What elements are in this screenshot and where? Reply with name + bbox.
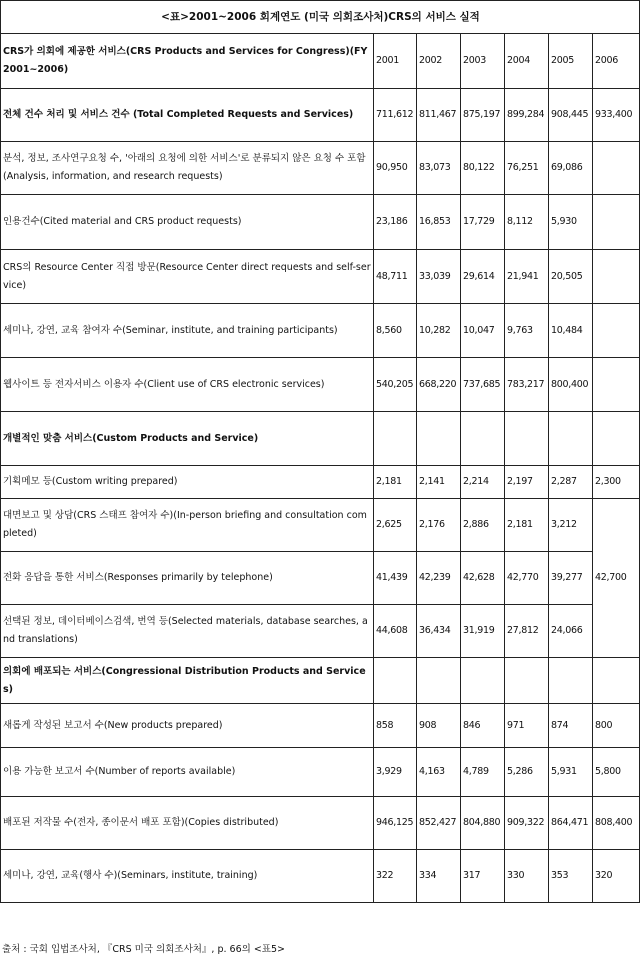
cell-value: 908,445: [549, 89, 593, 142]
cell-value: 20,505: [549, 250, 593, 304]
cell-value: 4,789: [461, 748, 505, 797]
cell-value: 8,112: [505, 195, 549, 250]
cell-value: 858: [374, 704, 417, 748]
cell-value: 4,163: [417, 748, 461, 797]
cell-value: 2,197: [505, 466, 549, 499]
row-label: 대면보고 및 상담(CRS 스태프 참여자 수)(In-person briefing and consultation completed): [1, 499, 374, 552]
year-header: 2003: [461, 34, 505, 89]
cell-value: [461, 658, 505, 704]
row-label: 의회에 배포되는 서비스(Congressional Distribution Products and Services): [1, 658, 374, 704]
cell-value: 808,400: [593, 797, 640, 850]
cell-value: [549, 658, 593, 704]
cell-value: [505, 412, 549, 466]
cell-value: 42,239: [417, 552, 461, 605]
row-label: 이용 가능한 보고서 수(Number of reports available): [1, 748, 374, 797]
cell-value: 864,471: [549, 797, 593, 850]
table-row: [1, 748, 640, 797]
table-row: [1, 195, 640, 250]
row-label: 전화 응답을 통한 서비스(Responses primarily by telephone): [1, 552, 374, 605]
row-label: 인용건수(Cited material and CRS product requests): [1, 195, 374, 250]
table-row: [1, 142, 640, 195]
cell-value: 27,812: [505, 605, 549, 658]
cell-value: 33,039: [417, 250, 461, 304]
cell-value: 874: [549, 704, 593, 748]
cell-value: [593, 412, 640, 466]
table-row: [1, 552, 640, 605]
cell-value: 69,086: [549, 142, 593, 195]
cell-value: 711,612: [374, 89, 417, 142]
cell-value: [417, 658, 461, 704]
cell-value: 2,176: [417, 499, 461, 552]
cell-value: 2,181: [505, 499, 549, 552]
cell-value: 5,931: [549, 748, 593, 797]
table-row: [1, 605, 640, 658]
cell-value: 668,220: [417, 358, 461, 412]
row-label: CRS의 Resource Center 직접 방문(Resource Center direct requests and self-service): [1, 250, 374, 304]
cell-value: 852,427: [417, 797, 461, 850]
row-label: 배포된 저작물 수(전자, 종이문서 배포 포함)(Copies distributed): [1, 797, 374, 850]
cell-value: [417, 412, 461, 466]
cell-value: [505, 658, 549, 704]
cell-value: 317: [461, 850, 505, 903]
row-label: 전체 건수 처리 및 서비스 건수 (Total Completed Requests and Services): [1, 89, 374, 142]
cell-value: 17,729: [461, 195, 505, 250]
cell-value: 800: [593, 704, 640, 748]
cell-value: 36,434: [417, 605, 461, 658]
year-header: 2005: [549, 34, 593, 89]
table-row: [1, 850, 640, 903]
cell-value: 946,125: [374, 797, 417, 850]
cell-value: 933,400: [593, 89, 640, 142]
cell-value: [461, 412, 505, 466]
cell-value: 330: [505, 850, 549, 903]
cell-value: 846: [461, 704, 505, 748]
cell-value: 42,628: [461, 552, 505, 605]
cell-value: 48,711: [374, 250, 417, 304]
cell-value: 90,950: [374, 142, 417, 195]
row-label: 기획메모 등(Custom writing prepared): [1, 466, 374, 499]
cell-value: 9,763: [505, 304, 549, 358]
cell-value: 334: [417, 850, 461, 903]
cell-value: 2,141: [417, 466, 461, 499]
cell-value: 320: [593, 850, 640, 903]
header-row: [1, 34, 640, 89]
cell-value: 5,930: [549, 195, 593, 250]
cell-value: 10,484: [549, 304, 593, 358]
cell-value: 83,073: [417, 142, 461, 195]
cell-value: 31,919: [461, 605, 505, 658]
cell-value: 2,625: [374, 499, 417, 552]
cell-value: [593, 358, 640, 412]
table-row: [1, 797, 640, 850]
row-label: 새롭게 작성된 보고서 수(New products prepared): [1, 704, 374, 748]
cell-value: [374, 658, 417, 704]
cell-value: 2,300: [593, 466, 640, 499]
cell-value: [593, 142, 640, 195]
cell-value: 80,122: [461, 142, 505, 195]
cell-value: 10,047: [461, 304, 505, 358]
cell-value: 3,929: [374, 748, 417, 797]
year-header: 2002: [417, 34, 461, 89]
cell-value: 3,212: [549, 499, 593, 552]
row-label: 분석, 정보, 조사연구요청 수, '아래의 요청에 의한 서비스'로 분류되지 않은 요청 수 포함(Analysis, information, and research requests): [1, 142, 374, 195]
cell-value: 5,286: [505, 748, 549, 797]
cell-value: 16,853: [417, 195, 461, 250]
cell-value: 540,205: [374, 358, 417, 412]
cell-value: [593, 304, 640, 358]
cell-value: [593, 195, 640, 250]
cell-value: 783,217: [505, 358, 549, 412]
cell-value: 5,800: [593, 748, 640, 797]
merged-2006-cell: 42,700: [593, 499, 640, 658]
cell-value: 353: [549, 850, 593, 903]
cell-value: 804,880: [461, 797, 505, 850]
table-row: [1, 412, 640, 466]
table-title: <표>2001~2006 회계연도 (미국 의회조사처)CRS의 서비스 실적: [1, 1, 640, 34]
cell-value: 10,282: [417, 304, 461, 358]
source-note: 출처 : 국회 입법조사처, 『CRS 미국 의회조사처』, p. 66의 <표5>: [2, 944, 285, 955]
cell-value: 44,608: [374, 605, 417, 658]
cell-value: 737,685: [461, 358, 505, 412]
cell-value: 2,214: [461, 466, 505, 499]
cell-value: 39,277: [549, 552, 593, 605]
cell-value: 42,770: [505, 552, 549, 605]
table-row: [1, 499, 640, 552]
cell-value: 41,439: [374, 552, 417, 605]
cell-value: 23,186: [374, 195, 417, 250]
row-label: 세미나, 강연, 교육 참여자 수(Seminar, institute, and training participants): [1, 304, 374, 358]
header-label: CRS가 의회에 제공한 서비스(CRS Products and Services for Congress)(FY 2001~2006): [1, 34, 374, 89]
cell-value: 322: [374, 850, 417, 903]
cell-value: 909,322: [505, 797, 549, 850]
cell-value: 800,400: [549, 358, 593, 412]
cell-value: 29,614: [461, 250, 505, 304]
cell-value: 899,284: [505, 89, 549, 142]
cell-value: 875,197: [461, 89, 505, 142]
cell-value: 2,886: [461, 499, 505, 552]
year-header: 2006: [593, 34, 640, 89]
cell-value: 21,941: [505, 250, 549, 304]
cell-value: 76,251: [505, 142, 549, 195]
cell-value: 8,560: [374, 304, 417, 358]
table-row: [1, 658, 640, 704]
row-label: 선택된 정보, 데이터베이스검색, 번역 등(Selected materials, database searches, and translations): [1, 605, 374, 658]
table-row: [1, 466, 640, 499]
year-header: 2001: [374, 34, 417, 89]
year-header: 2004: [505, 34, 549, 89]
table-row: [1, 250, 640, 304]
cell-value: 2,287: [549, 466, 593, 499]
cell-value: [593, 658, 640, 704]
cell-value: [593, 250, 640, 304]
table-row: [1, 704, 640, 748]
row-label: 세미나, 강연, 교육(행사 수)(Seminars, institute, training): [1, 850, 374, 903]
table-row: [1, 89, 640, 142]
cell-value: [549, 412, 593, 466]
cell-value: 811,467: [417, 89, 461, 142]
table-row: [1, 304, 640, 358]
table-row: [1, 358, 640, 412]
row-label: 개별적인 맞춤 서비스(Custom Products and Service): [1, 412, 374, 466]
cell-value: [374, 412, 417, 466]
cell-value: 908: [417, 704, 461, 748]
cell-value: 24,066: [549, 605, 593, 658]
cell-value: 971: [505, 704, 549, 748]
row-label: 웹사이트 등 전자서비스 이용자 수(Client use of CRS electronic services): [1, 358, 374, 412]
cell-value: 2,181: [374, 466, 417, 499]
